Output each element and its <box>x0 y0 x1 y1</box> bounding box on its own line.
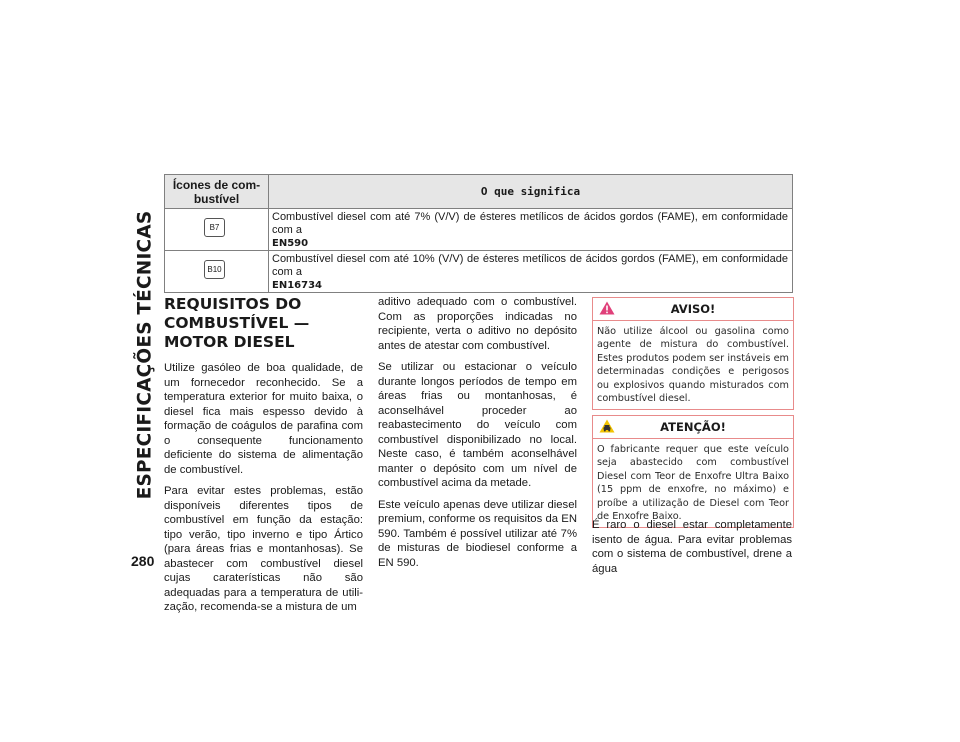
table-row <box>165 251 793 293</box>
caution-title: ATENÇÃO! <box>660 420 726 434</box>
caution-text: O fabricante requer que este veículo seja abastecido com combustível Diesel com Teor de Enxofre Ultra Baixo (15 ppm de enxofre, no máximo) e proíbe a utilização de Diesel com Teor de Enxofre Baixo. <box>597 444 789 523</box>
section-heading: REQUISITOS DO COMBUSTÍVEL — MOTOR DIESEL <box>164 295 310 351</box>
table-header-row <box>165 175 793 209</box>
caution-header <box>593 416 793 439</box>
warning-text: Não utilize álcool ou gasolina como agente de mistura do combustível. Estes produtos podem ser instáveis em determinadas condições e perigosos ou explosivos quando misturados com combustível diesel. <box>597 326 789 405</box>
fuel-b7-icon: B7 <box>204 218 225 237</box>
table-cell-description <box>269 209 793 251</box>
caution-box <box>592 415 794 528</box>
paragraph: Para evitar estes problemas, estão disponíveis diferentes tipos de combustível em função da estação: tipo verão, tipo inverno e tipo Ártico (para áreas frias e montanhosas). Se abastecer com combustível diesel cujas caraterísticas não são adequadas para a temperatura de utili-zação, recomenda-se a mistura de um <box>164 485 363 613</box>
standard-code: EN16734 <box>272 280 322 291</box>
row-text: Combustível diesel com até 10% (V/V) de ésteres metílicos de ácidos gordos (FAME), em conformidade com a <box>272 253 788 278</box>
table-cell-icon <box>165 209 269 251</box>
text-column-1 <box>164 295 363 622</box>
text-column-2 <box>378 295 577 577</box>
page-number: 280 <box>131 553 155 569</box>
paragraph: Este veículo apenas deve utilizar diesel premium, conforme os requisitos da EN 590. Também é possível utilizar até 7% de misturas de biodiesel conforme a EN 590. <box>378 498 577 569</box>
fuel-icons-table <box>164 174 793 293</box>
paragraph: Utilize gasóleo de boa qualidade, de um fornecedor reconhecido. Se a temperatura exterior for muito baixa, o diesel fica mais espesso devido à formação de coágulos de parafina com o consequente funcionamento deficiente do sistema de alimentação de combustível. <box>164 362 363 476</box>
table-cell-icon <box>165 251 269 293</box>
paragraph: É raro o diesel estar completamente isento de água. Para evitar problemas com o sistema de combustível, drene a água <box>592 519 792 575</box>
warning-title: AVISO! <box>670 302 716 316</box>
table-header-meaning: O que significa <box>269 175 793 209</box>
paragraph: Se utilizar ou estacionar o veículo durante longos períodos de tempo em áreas frias ou montanhosas, é aconselhável proceder ao reabastecimento do veículo com combustível disponibilizado no local. Neste caso, é também aconselhável manter o depósito com um nível de combustível acima da metade. <box>378 361 577 489</box>
warning-box <box>592 297 794 410</box>
standard-code: EN590 <box>272 238 309 249</box>
section-side-title: ESPECIFICAÇÕES TÉCNICAS <box>134 210 156 500</box>
fuel-b10-icon: B10 <box>204 260 225 279</box>
warning-header <box>593 298 793 321</box>
table-header-icons: Ícones de com- bustível <box>165 175 269 209</box>
table-row <box>165 209 793 251</box>
paragraph: aditivo adequado com o combustível. Com as proporções indicadas no recipiente, verta o aditivo no depósito antes de atestar com combustível. <box>378 296 577 352</box>
row-text: Combustível diesel com até 7% (V/V) de ésteres metílicos de ácidos gordos (FAME), em conformidade com a <box>272 211 788 236</box>
text-column-3 <box>592 518 792 583</box>
table-cell-description <box>269 251 793 293</box>
